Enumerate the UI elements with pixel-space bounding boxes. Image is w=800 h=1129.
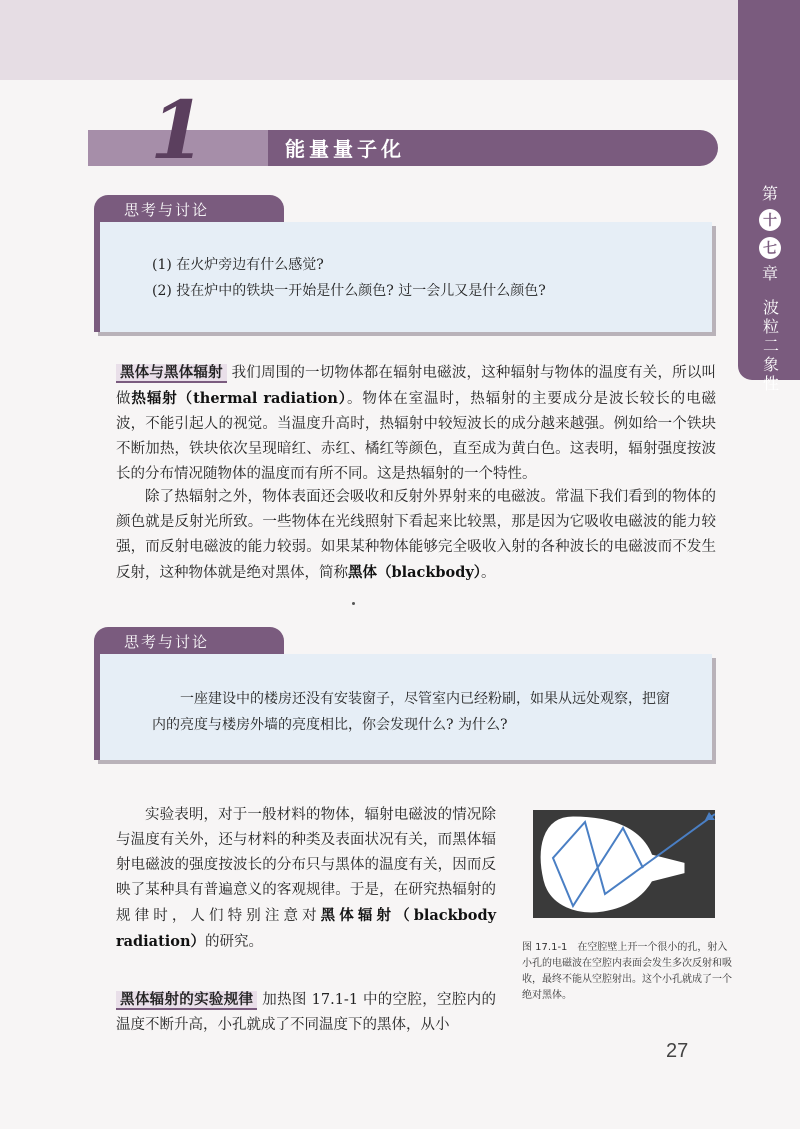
paragraph-text: 。物体在室温时，热辐射的主要成分是波长较长的电磁波，不能引起人的视觉。当温度升高时，热辐射中较短波长的成分越来越强。例如给一个铁块不断加热，铁块依次呈现暗红、赤红、橘红等颜色，直至成为黄白色。这表明，辐射强度按波长的分布情况随物体的温度而有所不同。这是热辐射的一个特性。 <box>116 391 717 482</box>
think-discuss-box-2 <box>94 654 712 760</box>
keyword-blackbody-en: （blackbody） <box>377 564 482 581</box>
chapter-label <box>748 185 792 394</box>
header-band <box>0 0 740 80</box>
paragraph-text: 。 <box>481 565 496 581</box>
question-1: (1) 在火炉旁边有什么感觉? <box>152 257 324 273</box>
keyword-blackbody-radiation-en: （blackbody radiation） <box>116 907 497 950</box>
think-discuss-label-2: 思考与讨论 <box>94 627 284 655</box>
heading-experimental-law: 黑体辐射的实验规律 <box>116 991 257 1010</box>
chapter-prefix: 第 <box>761 184 778 203</box>
section-title: 能量量子化 <box>285 137 405 161</box>
paragraph-experimental-law <box>116 987 496 1038</box>
chapter-number-2: 七 <box>759 237 781 259</box>
question-2: (2) 投在炉中的铁块一开始是什么颜色? 过一会儿又是什么颜色? <box>152 283 546 299</box>
chapter-number-1: 十 <box>759 209 781 231</box>
paragraph-text: 实验表明，对于一般材料的物体，辐射电磁波的情况除与温度有关外，还与材料的种类及表面状况有关，而黑体辐射电磁波的强度按波长的分布只与黑体的温度有关，因而反映了某种具有普遍意义的客观规律。于是，在研究热辐射的规律时，人们特别注意对 <box>116 807 496 924</box>
keyword-blackbody: 黑体 <box>348 564 377 581</box>
paragraph-blackbody-intro <box>116 360 716 487</box>
keyword-thermal-radiation: 热辐射 <box>131 390 178 407</box>
heading-blackbody: 黑体与黑体辐射 <box>116 364 227 383</box>
keyword-thermal-radiation-en: （thermal radiation） <box>177 390 347 407</box>
cavity-figure <box>533 810 715 918</box>
cavity-diagram <box>533 810 715 918</box>
think-discuss-label-1: 思考与讨论 <box>94 195 284 223</box>
keyword-blackbody-radiation: 黑体辐射 <box>320 907 396 924</box>
chapter-name: 波粒二象性 <box>760 299 780 394</box>
paragraph-text: 除了热辐射之外，物体表面还会吸收和反射外界射来的电磁波。常温下我们看到的物体的颜色就是反射光所致。一些物体在光线照射下看起来比较黑，那是因为它吸收电磁波的能力较强，而反射电磁波的能力较弱。如果某种物体能够完全吸收入射的各种波长的电磁波而不发生反射，这种物体就是绝对黑体，简称 <box>116 489 716 581</box>
paragraph-text: 的研究。 <box>205 934 263 950</box>
section-number: 1 <box>150 83 206 177</box>
stray-dot <box>352 602 355 605</box>
paragraph-absorption <box>116 485 716 586</box>
chapter-suffix: 章 <box>761 264 778 283</box>
figure-caption: 图 17.1-1 在空腔壁上开一个很小的孔，射入小孔的电磁波在空腔内表面会发生多次反射和吸收，最终不能从空腔射出。这个小孔就成了一个绝对黑体。 <box>522 942 732 1001</box>
paragraph-text: 加热图 17.1-1 中的空腔，空腔内的温度不断升高，小孔就成了不同温度下的黑体，从小 <box>116 992 496 1033</box>
page-number: 27 <box>666 1040 689 1062</box>
paragraph-experiment <box>116 803 496 955</box>
paragraph-text: 我们周围的一切物体都在辐射电磁波，这种辐射与物体的温度有关，所以叫做 <box>116 365 717 407</box>
question-window: 一座建设中的楼房还没有安装窗子，尽管室内已经粉刷，如果从远处观察，把窗内的亮度与楼房外墙的亮度相比，你会发现什么? 为什么? <box>152 691 670 733</box>
think-discuss-box-1 <box>94 222 712 332</box>
